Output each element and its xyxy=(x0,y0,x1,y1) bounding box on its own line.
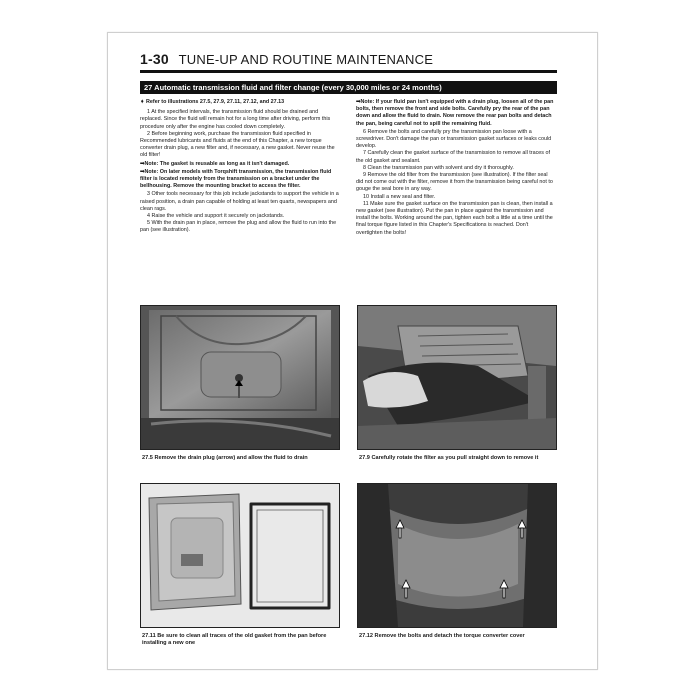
note-drain-plug: ➡Note: If your fluid pan isn't equipped with a drain plug, loosen all of the pan bolts, then remove the front and side bolts. Carefully pry the rear of the pan down and allow the fluid to drain. Now remove the rear pan bolts and detach the pan, being careful not to spill the remaining fluid. xyxy=(356,99,554,127)
paragraph-3: 3 Other tools necessary for this job include jackstands to support the vehicle in a raised position, a drain pan capable of holding at least ten quarts, newspapers and clean rags. xyxy=(140,191,339,212)
filter-removal-photo xyxy=(357,305,557,450)
paragraph-11: 11 Make sure the gasket surface on the transmission pan is clean, then install a new gasket (see illustration). Put the pan in place against the transmission and install the bolts. Working around the pan, tighten each bolt a little at a time until the final torque figure listed in this Chapter's Specifications is reached. Don't overtighten the bolts! xyxy=(356,200,553,236)
section-title: 27 Automatic transmission fluid and filter change (every 30,000 miles or 24 months) xyxy=(140,81,557,94)
paragraph-9: 9 Remove the old filter from the transmission (see illustration). If the filter seal did not come out with the filter, remove it from the transmission being careful not to gouge the seal bore in any way. xyxy=(356,172,553,193)
converter-cover-photo xyxy=(357,483,557,628)
paragraph-5: 5 With the drain pan in place, remove the plug and allow the fluid to run into the pan (see illustration). xyxy=(140,220,337,234)
paragraph-6: 6 Remove the bolts and carefully pry the transmission pan loose with a screwdriver. Don't damage the pan or transmission gasket surfaces or leaks could develop. xyxy=(356,128,552,150)
figure-27-12 xyxy=(357,483,557,653)
pan-and-gasket-image xyxy=(141,484,339,627)
filter-removal-image xyxy=(358,306,556,449)
paragraph-4: 4 Raise the vehicle and support it securely on jackstands. xyxy=(147,213,285,220)
chapter-title: TUNE-UP AND ROUTINE MAINTENANCE xyxy=(178,52,434,67)
paragraph-8: 8 Clean the transmission pan with solvent and dry it thoroughly. xyxy=(363,164,514,171)
paragraph-10: 10 Install a new seal and filter. xyxy=(363,193,436,200)
note-gasket: ➡Note: The gasket is reusable as long as it isn't damaged. xyxy=(140,160,290,167)
figure-27-5 xyxy=(140,305,340,475)
page-header xyxy=(140,51,433,67)
figure-27-9 xyxy=(357,305,557,475)
figure-27-11 xyxy=(140,483,340,653)
right-text-column xyxy=(356,99,556,237)
figure-caption: 27.9 Carefully rotate the filter as you pull straight down to remove it xyxy=(359,455,539,461)
figure-caption: 27.5 Remove the drain plug (arrow) and allow the fluid to drain xyxy=(142,455,308,461)
pan-and-gasket-photo xyxy=(140,483,340,628)
note-torqshift: ➡Note: On later models with Torqshift transmission, the transmission fluid filter is located remotely from the transmission on a bracket under the bellhousing. Remove the mounting bracket to access the filter. xyxy=(140,168,332,190)
figure-caption: 27.12 Remove the bolts and detach the torque converter cover xyxy=(359,633,525,639)
drain-pan-photo xyxy=(140,305,340,450)
converter-cover-image xyxy=(358,484,556,627)
manual-page xyxy=(107,32,598,670)
left-text-column xyxy=(140,99,340,235)
header-rule xyxy=(140,70,557,73)
paragraph-2: 2 Before beginning work, purchase the transmission fluid specified in Recommended lubricants and fluids at the end of this Chapter, a new torque converter drain plug, a new filter and, if necessary, a new gasket. Never reuse the old filter! xyxy=(140,130,335,159)
paragraph-7: 7 Carefully clean the gasket surface of the transmission to remove all traces of the old gasket and sealant. xyxy=(356,150,550,164)
illustration-reference: ➧ Refer to illustrations 27.5, 27.9, 27.11, 27.12, and 27.13 xyxy=(140,99,285,105)
paragraph-1: 1 At the specified intervals, the transmission fluid should be drained and replaced. Since the fluid will remain hot for a long time after driving, perform this procedure only after the engine has cooled down completely. xyxy=(140,109,331,130)
drain-pan-image xyxy=(141,306,339,449)
page-number: 1-30 xyxy=(140,51,169,67)
figure-caption: 27.11 Be sure to clean all traces of the old gasket from the pan before installing a new one xyxy=(142,633,327,646)
